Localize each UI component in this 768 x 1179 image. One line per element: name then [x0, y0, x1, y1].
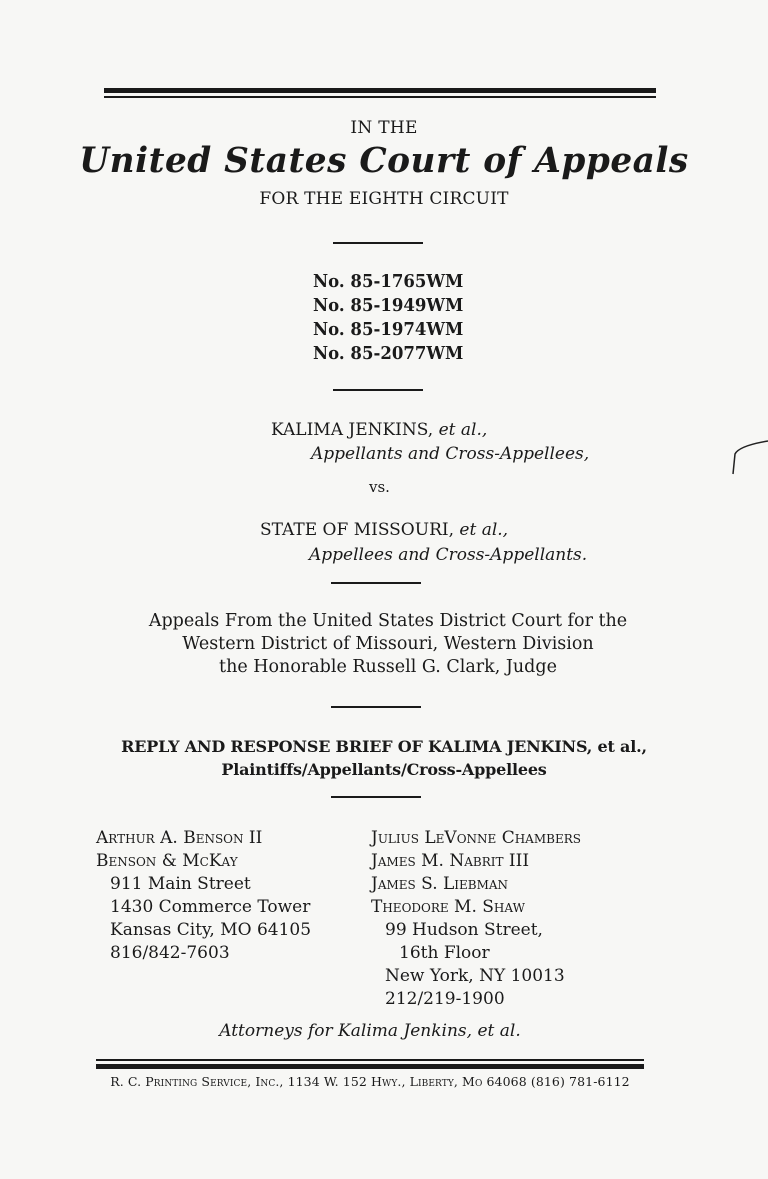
brief-title-line: REPLY AND RESPONSE BRIEF OF KALIMA JENKINS, et al.,: [121, 737, 647, 756]
address-line: 16th Floor: [399, 943, 490, 963]
appeal-from-line: the Honorable Russell G. Clark, Judge: [219, 657, 557, 677]
appellee-role-text: Appellees and Cross-Appellants.: [309, 545, 588, 565]
margin-mark: [730, 438, 768, 478]
docket-number: No. 85-2077WM: [313, 343, 464, 364]
brief-title: [60, 735, 708, 781]
counsel-left: [96, 827, 311, 965]
appellant-line: [271, 420, 487, 440]
bottom-rule-thin: [96, 1059, 644, 1061]
appellee-name: STATE OF MISSOURI,: [260, 520, 454, 540]
attorney-name: James M. Nabrit III: [371, 851, 530, 871]
divider-rule: [333, 242, 423, 244]
court-name: United States Court of Appeals: [79, 140, 689, 181]
attorney-name: Theodore M. Shaw: [371, 897, 525, 917]
address-line: 99 Hudson Street,: [385, 920, 543, 940]
counsel-right: [371, 827, 581, 1011]
appellee-role: [309, 545, 587, 565]
phone-number: 816/842-7603: [110, 943, 230, 963]
appellee-line: [260, 520, 508, 540]
appeal-from-line: Western District of Missouri, Western Division: [182, 634, 594, 654]
attorney-name: James S. Liebman: [371, 874, 509, 894]
docket-number: No. 85-1765WM: [313, 271, 464, 292]
bottom-rule-thick: [96, 1064, 644, 1069]
docket-numbers: [313, 270, 463, 366]
address-line: 911 Main Street: [110, 874, 251, 894]
law-firm: Benson & McKay: [96, 851, 238, 871]
phone-number: 212/219-1900: [385, 989, 505, 1009]
in-the-heading: IN THE: [350, 118, 418, 138]
brief-title-line: Plaintiffs/Appellants/Cross-Appellees: [221, 760, 547, 779]
top-rule-thin: [104, 96, 656, 98]
divider-rule: [331, 582, 421, 584]
attorneys-for: Attorneys for Kalima Jenkins, et al.: [219, 1021, 521, 1041]
address-line: New York, NY 10013: [385, 966, 565, 986]
divider-rule: [333, 389, 423, 391]
appeal-from-block: [100, 610, 676, 679]
circuit-name: FOR THE EIGHTH CIRCUIT: [259, 189, 509, 209]
divider-rule: [331, 706, 421, 708]
divider-rule: [331, 796, 421, 798]
appeal-from-line: Appeals From the United States District Court for the: [148, 611, 628, 631]
printer-imprint: R. C. Printing Service, Inc., 1134 W. 152 Hwy., Liberty, Mo 64068 (816) 781-6112: [110, 1074, 630, 1089]
appellant-role-text: Appellants and Cross-Appellees,: [311, 444, 590, 464]
top-rule-thick: [104, 88, 656, 93]
address-line: 1430 Commerce Tower: [110, 897, 311, 917]
attorney-name: Julius LeVonne Chambers: [371, 828, 581, 848]
appellee-etal: et al.,: [459, 520, 509, 540]
appellant-etal: et al.,: [438, 420, 488, 440]
address-line: Kansas City, MO 64105: [110, 920, 312, 940]
appellant-name: KALIMA JENKINS,: [271, 420, 434, 440]
docket-number: No. 85-1949WM: [313, 295, 464, 316]
docket-number: No. 85-1974WM: [313, 319, 464, 340]
attorney-name: Arthur A. Benson II: [96, 828, 263, 848]
appellant-role: [311, 444, 589, 464]
versus: vs.: [369, 478, 390, 496]
